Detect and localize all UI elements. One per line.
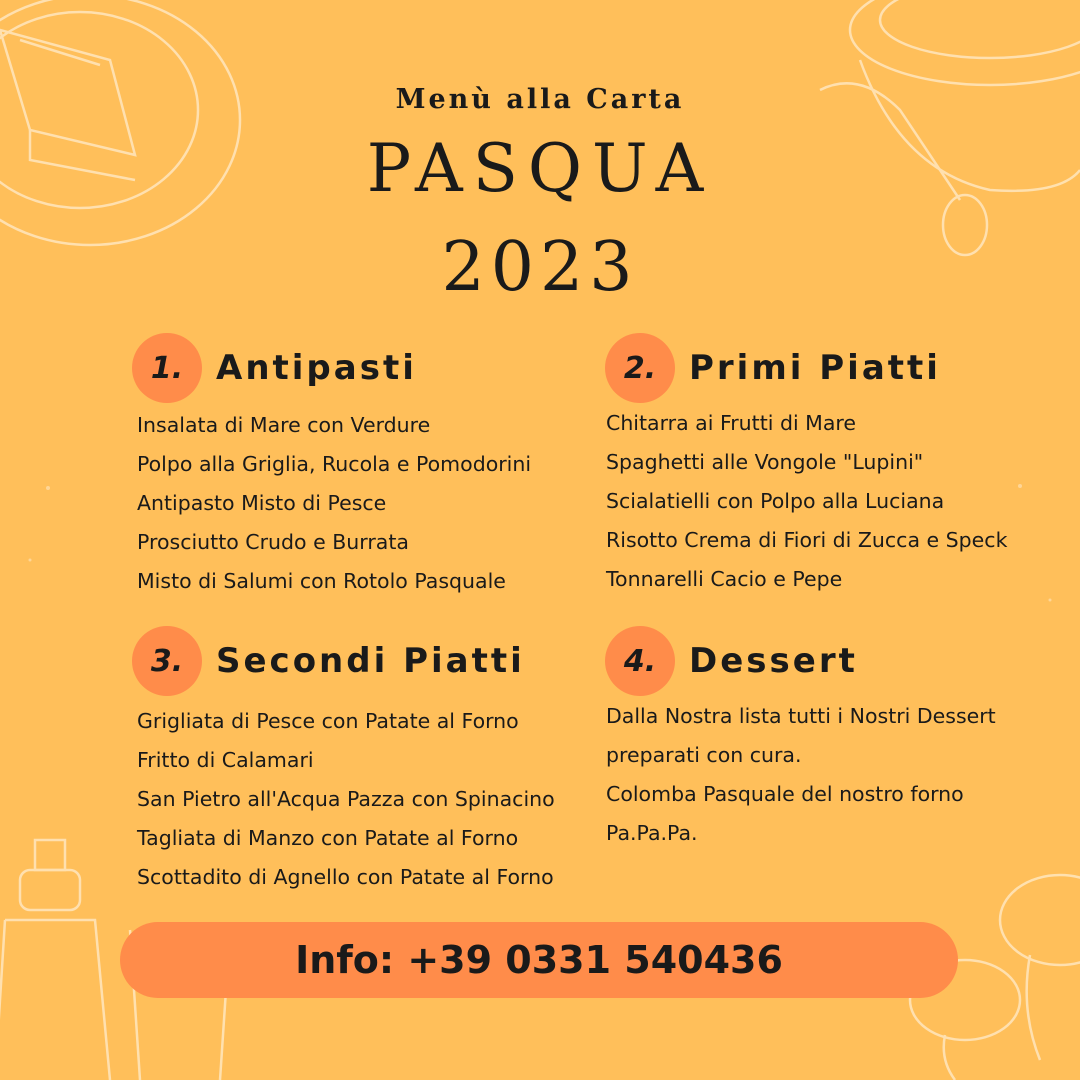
dish-item: Misto di Salumi con Rotolo Pasquale [137,569,506,593]
section-secondi-piatti [132,627,555,897]
dish-item: preparati con cura. [606,743,802,767]
section-title: Secondi Piatti [216,641,525,681]
section-header [605,627,996,695]
dish-item: Polpo alla Griglia, Rucola e Pomodorini [137,452,532,476]
dish-item: Chitarra ai Frutti di Mare [606,411,857,435]
dish-item: Tagliata di Manzo con Patate al Forno [137,826,519,850]
dish-item: Colomba Pasquale del nostro forno [606,782,964,806]
dish-item: Tonnarelli Cacio e Pepe [606,567,843,591]
section-title: Antipasti [216,348,417,388]
section-number-badge: 1. [132,333,202,403]
section-number-badge: 2. [605,333,675,403]
dish-item: Pa.Pa.Pa. [606,821,698,845]
dish-item: Grigliata di Pesce con Patate al Forno [137,709,519,733]
dish-item: Insalata di Mare con Verdure [137,413,431,437]
section-header [132,627,555,695]
menu-subtitle: Menù alla Carta [395,84,685,115]
section-number-badge: 3. [132,626,202,696]
section-antipasti [132,334,531,601]
dish-item: Scialatielli con Polpo alla Luciana [606,489,945,513]
dish-item: Fritto di Calamari [137,748,314,772]
section-title: Dessert [689,641,858,681]
section-header [605,334,1007,402]
section-header [132,334,531,402]
dish-item: Prosciutto Crudo e Burrata [137,530,409,554]
dish-list [137,702,555,897]
info-phone-text: Info: +39 0331 540436 [295,938,783,982]
year-heading: 2023 [441,228,639,307]
section-dessert [605,627,996,853]
dish-item: Risotto Crema di Fiori di Zucca e Speck [606,528,1008,552]
section-number-badge: 4. [605,626,675,696]
dish-item: Antipasto Misto di Pesce [137,491,387,515]
info-phone-banner [120,922,958,998]
dish-item: Spaghetti alle Vongole "Lupini" [606,450,924,474]
dish-item: San Pietro all'Acqua Pazza con Spinacino [137,787,555,811]
dish-item: Scottadito di Agnello con Patate al Forno [137,865,554,889]
page-title: PASQUA [366,130,714,207]
section-title: Primi Piatti [689,348,941,388]
dish-list [606,404,1007,599]
dish-list [137,406,531,601]
dish-list [606,697,996,853]
dish-item: Dalla Nostra lista tutti i Nostri Dessert [606,704,996,728]
section-primi-piatti [605,334,1007,599]
